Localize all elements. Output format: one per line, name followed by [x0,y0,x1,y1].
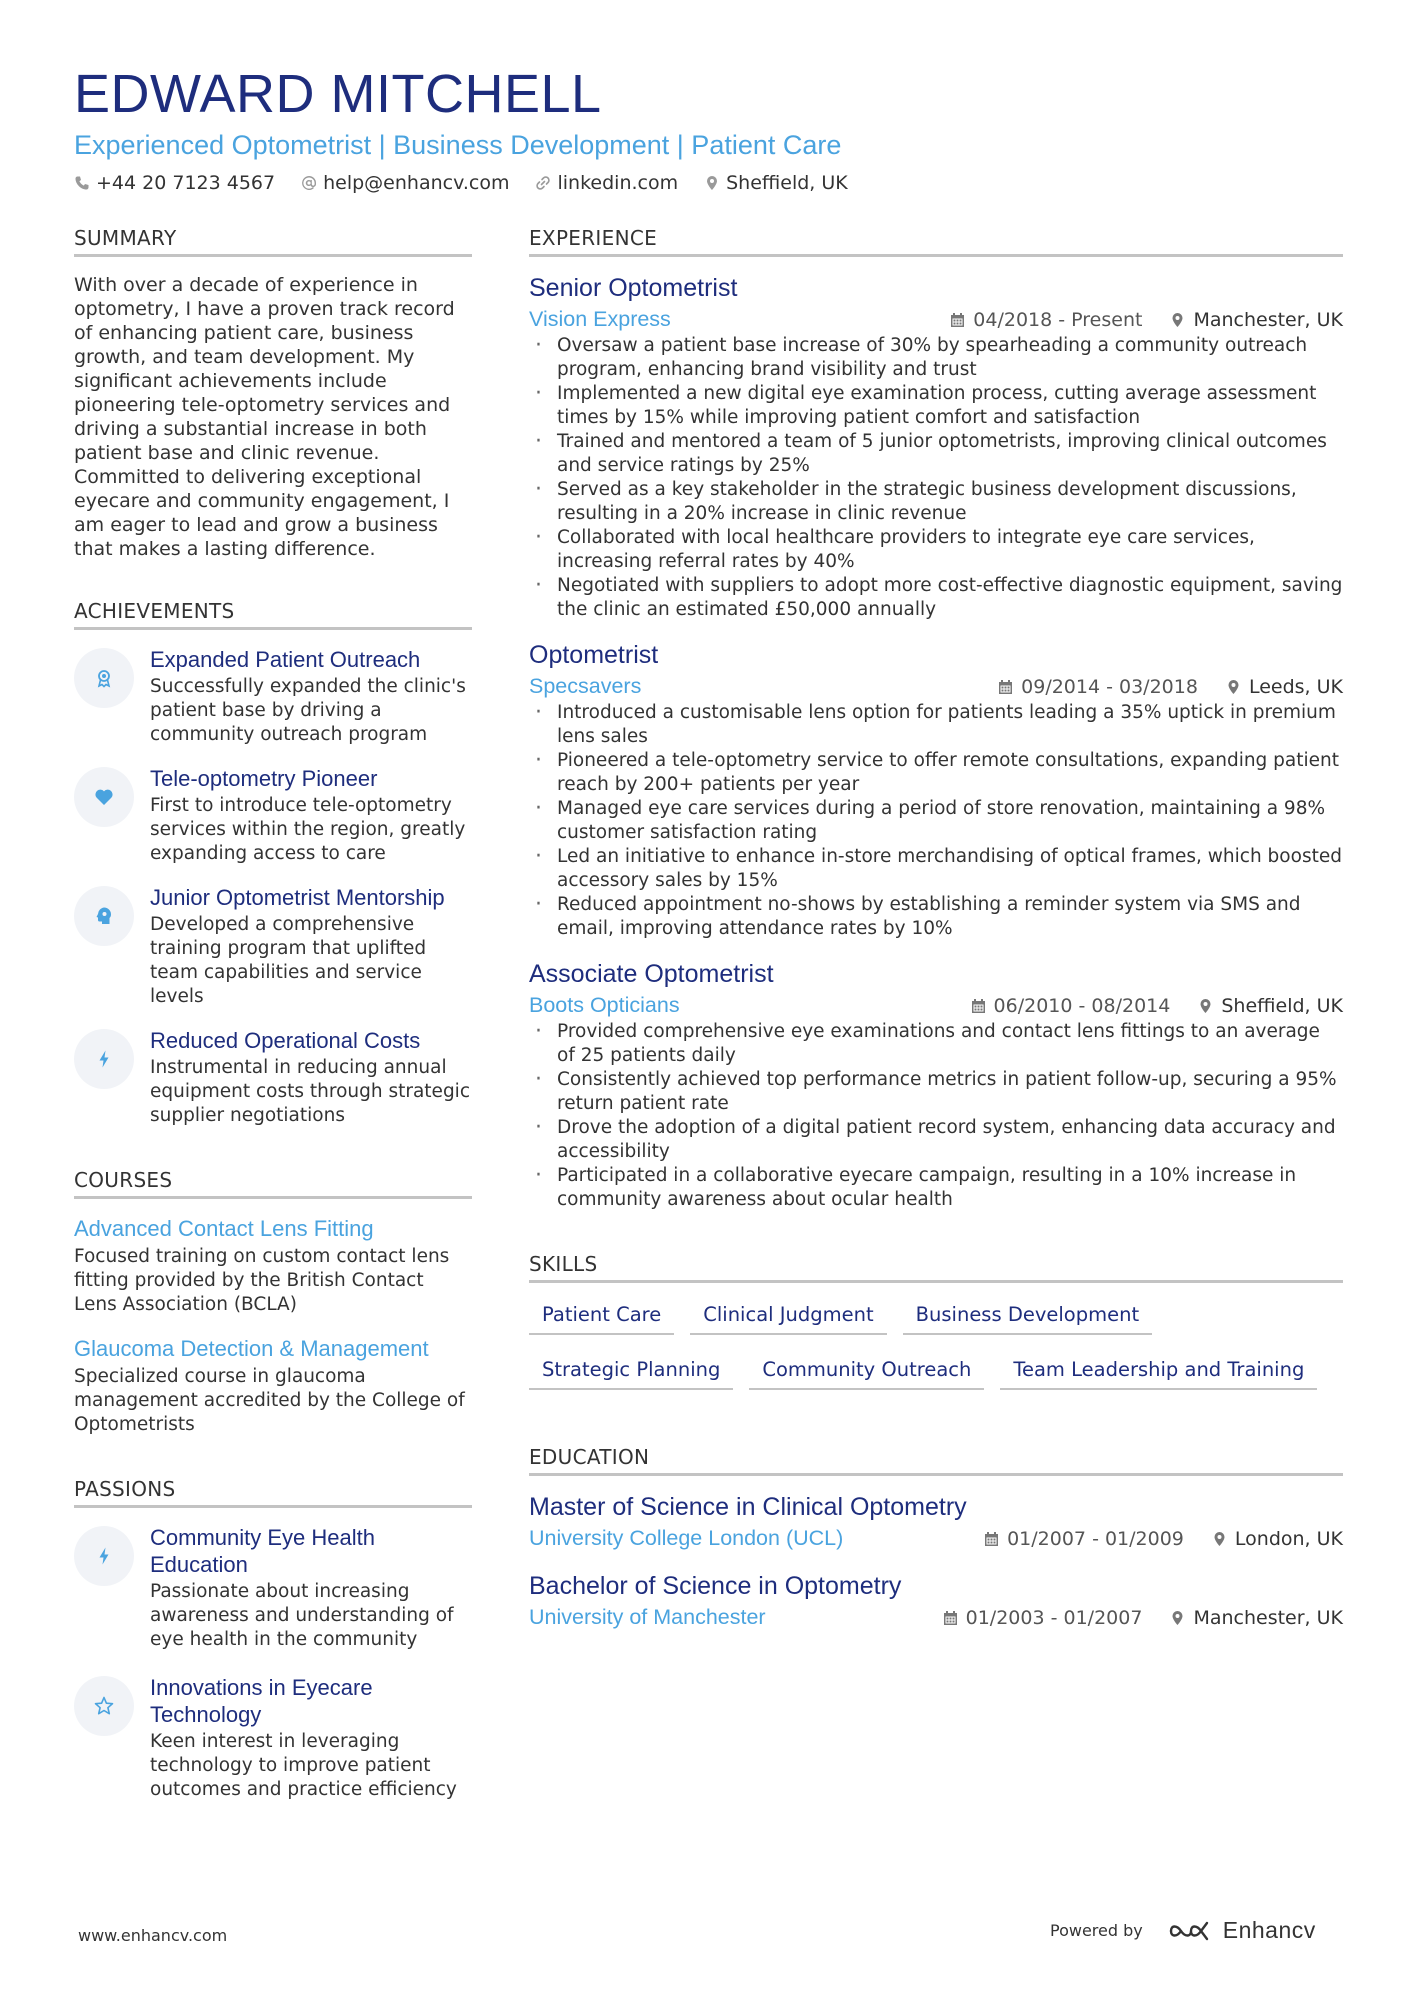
course-title: Glaucoma Detection & Management [74,1336,429,1361]
skill-tag: Team Leadership and Training [1000,1352,1317,1390]
bullet-item: · Served as a key stakeholder in the strategic business development discussions, resulting in a 20% increase in clinic revenue [529,478,1343,526]
course-desc: Specialized course in glaucoma management accredited by the College of Optometrists [74,1366,465,1435]
education-dates: 01/2007 - 01/2009 [1007,1527,1184,1550]
education-location: Manchester, UK [1193,1606,1343,1629]
company-name: Vision Express [529,307,671,331]
job-title: Associate Optometrist [529,960,774,988]
resume-header [74,62,1344,194]
left-column [74,226,472,1802]
skill-tag: Patient Care [529,1297,674,1335]
job-title: Optometrist [529,641,659,669]
contact-row [74,172,1344,194]
school-name: University of Manchester [529,1605,766,1629]
achievement-desc: First to introduce tele-optometry services within the region, greatly expanding access to care [150,795,466,864]
powered-by-label: Powered by [1050,1921,1143,1940]
location-text: Sheffield, UK [726,172,848,194]
bullet-item: · Negotiated with suppliers to adopt more cost-effective diagnostic equipment, saving the clinic an estimated £50,000 annually [529,574,1343,622]
company-name: Boots Opticians [529,993,680,1017]
course-desc: Focused training on custom contact lens fitting provided by the British Contact Lens Association (BCLA) [74,1246,450,1315]
education-location: London, UK [1234,1527,1343,1550]
candidate-name: EDWARD MITCHELL [74,64,602,124]
contact-location [704,172,848,194]
job-bullets [529,701,1343,941]
job-title: Senior Optometrist [529,274,738,302]
skills-heading: SKILLS [529,1252,1343,1283]
location-pin-icon [1198,998,1213,1014]
bullet-item: · Trained and mentored a team of 5 junior optometrists, improving clinical outcomes and service ratings by 25% [529,430,1343,478]
achievement-item [74,884,472,1009]
bullet-item: · Provided comprehensive eye examinations and contact lens fittings to an average of 25 patients daily [529,1020,1343,1068]
passion-desc: Keen interest in leveraging technology to improve patient outcomes and practice efficiency [150,1731,457,1800]
job-location: Manchester, UK [1193,308,1343,331]
achievement-desc: Developed a comprehensive training program that uplifted team capabilities and service levels [150,914,427,1007]
course-item [74,1215,472,1317]
experience-heading: EXPERIENCE [529,226,1343,257]
passion-title: Community Eye Health Education [150,1525,375,1577]
brand-name: Enhancv [1222,1917,1316,1943]
courses-section [74,1168,472,1437]
achievement-item [74,765,472,866]
calendar-icon [950,312,965,328]
education-section [529,1445,1343,1630]
experience-section [529,226,1343,1212]
calendar-icon [984,1531,999,1547]
job-bullets [529,1020,1343,1212]
passions-section [74,1477,472,1802]
job-entry [529,959,1343,1212]
achievement-item [74,646,472,747]
summary-text: With over a decade of experience in optometry, I have a proven track record of enhancing patient care, business growth, and team development. My significant achievements include pioneering tele-optometry services and driving a substantial increase in both patient base and clinic revenue. Committed to delivering exceptional eyecare and community engagement, I am eager to lead and grow a business that makes a lasting difference. [74,274,455,560]
achievement-desc: Successfully expanded the clinic's patient base by driving a community outreach program [150,676,466,745]
contact-phone[interactable] [74,172,275,194]
contact-linkedin[interactable] [535,172,678,194]
achievement-desc: Instrumental in reducing annual equipment costs through strategic supplier negotiations [150,1057,470,1126]
job-location: Sheffield, UK [1221,994,1343,1017]
bolt-icon [74,1526,134,1586]
degree-title: Master of Science in Clinical Optometry [529,1493,967,1521]
job-location: Leeds, UK [1248,675,1343,698]
achievement-title: Junior Optometrist Mentorship [150,885,445,910]
job-dates: 04/2018 - Present [973,308,1143,331]
job-dates: 09/2014 - 03/2018 [1021,675,1198,698]
skill-tag: Clinical Judgment [690,1297,886,1335]
bolt-icon [74,1029,134,1089]
skill-tag: Community Outreach [749,1352,984,1390]
school-name: University College London (UCL) [529,1526,844,1550]
achievements-section [74,599,472,1128]
phone-text: +44 20 7123 4567 [96,172,276,194]
right-column [529,226,1343,1630]
education-heading: EDUCATION [529,1445,1343,1476]
skill-tag: Strategic Planning [529,1352,733,1390]
footer-website[interactable]: www.enhancv.com [78,1926,228,1945]
job-bullets [529,334,1343,622]
achievement-title: Tele-optometry Pioneer [150,766,378,791]
location-pin-icon [1212,1531,1227,1547]
email-text: help@enhancv.com [323,172,510,194]
brand-logo[interactable] [1167,1917,1316,1944]
phone-icon [74,175,90,191]
at-icon [301,175,317,191]
education-entry [529,1571,1343,1630]
heart-icon [74,767,134,827]
bullet-item: · Drove the adoption of a digital patient record system, enhancing data accuracy and accessibility [529,1116,1343,1164]
footer-branding [1050,1917,1316,1944]
summary-heading: SUMMARY [74,226,472,257]
award-icon [74,648,134,708]
course-item [74,1335,472,1437]
candidate-tagline: Experienced Optometrist | Business Development | Patient Care [74,130,842,160]
passion-item [74,1524,472,1652]
enhancv-logo-icon [1167,1919,1215,1943]
job-entry [529,640,1343,941]
calendar-icon [998,679,1013,695]
bullet-item: · Reduced appointment no-shows by establishing a reminder system via SMS and email, improving attendance rates by 10% [529,893,1343,941]
location-pin-icon [1226,679,1241,695]
calendar-icon [971,998,986,1014]
education-entry [529,1492,1343,1551]
passions-heading: PASSIONS [74,1477,472,1508]
skills-list [529,1297,1343,1407]
contact-email[interactable] [301,172,509,194]
achievement-item [74,1027,472,1128]
passion-title: Innovations in Eyecare Technology [150,1675,373,1727]
skills-section [529,1252,1343,1407]
bullet-item: · Pioneered a tele-optometry service to offer remote consultations, expanding patient reach by 200+ patients per year [529,749,1343,797]
passion-desc: Passionate about increasing awareness and understanding of eye health in the community [150,1581,454,1650]
bullet-item: · Managed eye care services during a period of store renovation, maintaining a 98% customer satisfaction rating [529,797,1343,845]
bullet-item: · Participated in a collaborative eyecare campaign, resulting in a 10% increase in community awareness about ocular health [529,1164,1343,1212]
company-name: Specsavers [529,674,642,698]
achievements-heading: ACHIEVEMENTS [74,599,472,630]
passion-item [74,1674,472,1802]
skill-tag: Business Development [903,1297,1152,1335]
bullet-item: · Led an initiative to enhance in-store merchandising of optical frames, which boosted accessory sales by 15% [529,845,1343,893]
calendar-icon [943,1610,958,1626]
bullet-item: · Consistently achieved top performance metrics in patient follow-up, securing a 95% return patient rate [529,1068,1343,1116]
link-icon [535,175,551,191]
head-icon [74,886,134,946]
achievement-title: Reduced Operational Costs [150,1028,421,1053]
job-entry [529,273,1343,622]
achievement-title: Expanded Patient Outreach [150,647,421,672]
bullet-item: · Implemented a new digital eye examination process, cutting average assessment times by 15% while improving patient comfort and satisfaction [529,382,1343,430]
location-pin-icon [704,175,720,191]
education-dates: 01/2003 - 01/2007 [965,1606,1143,1629]
linkedin-text: linkedin.com [557,172,679,194]
bullet-item: · Oversaw a patient base increase of 30% by spearheading a community outreach program, enhancing brand visibility and trust [529,334,1343,382]
job-dates: 06/2010 - 08/2014 [993,994,1171,1017]
degree-title: Bachelor of Science in Optometry [529,1572,902,1600]
summary-section [74,226,472,561]
courses-heading: COURSES [74,1168,472,1199]
location-pin-icon [1170,312,1185,328]
bullet-item: · Introduced a customisable lens option for patients leading a 35% uptick in premium lens sales [529,701,1343,749]
star-icon [74,1676,134,1736]
course-title: Advanced Contact Lens Fitting [74,1216,374,1241]
bullet-item: · Collaborated with local healthcare providers to integrate eye care services, increasing referral rates by 40% [529,526,1343,574]
location-pin-icon [1170,1610,1185,1626]
